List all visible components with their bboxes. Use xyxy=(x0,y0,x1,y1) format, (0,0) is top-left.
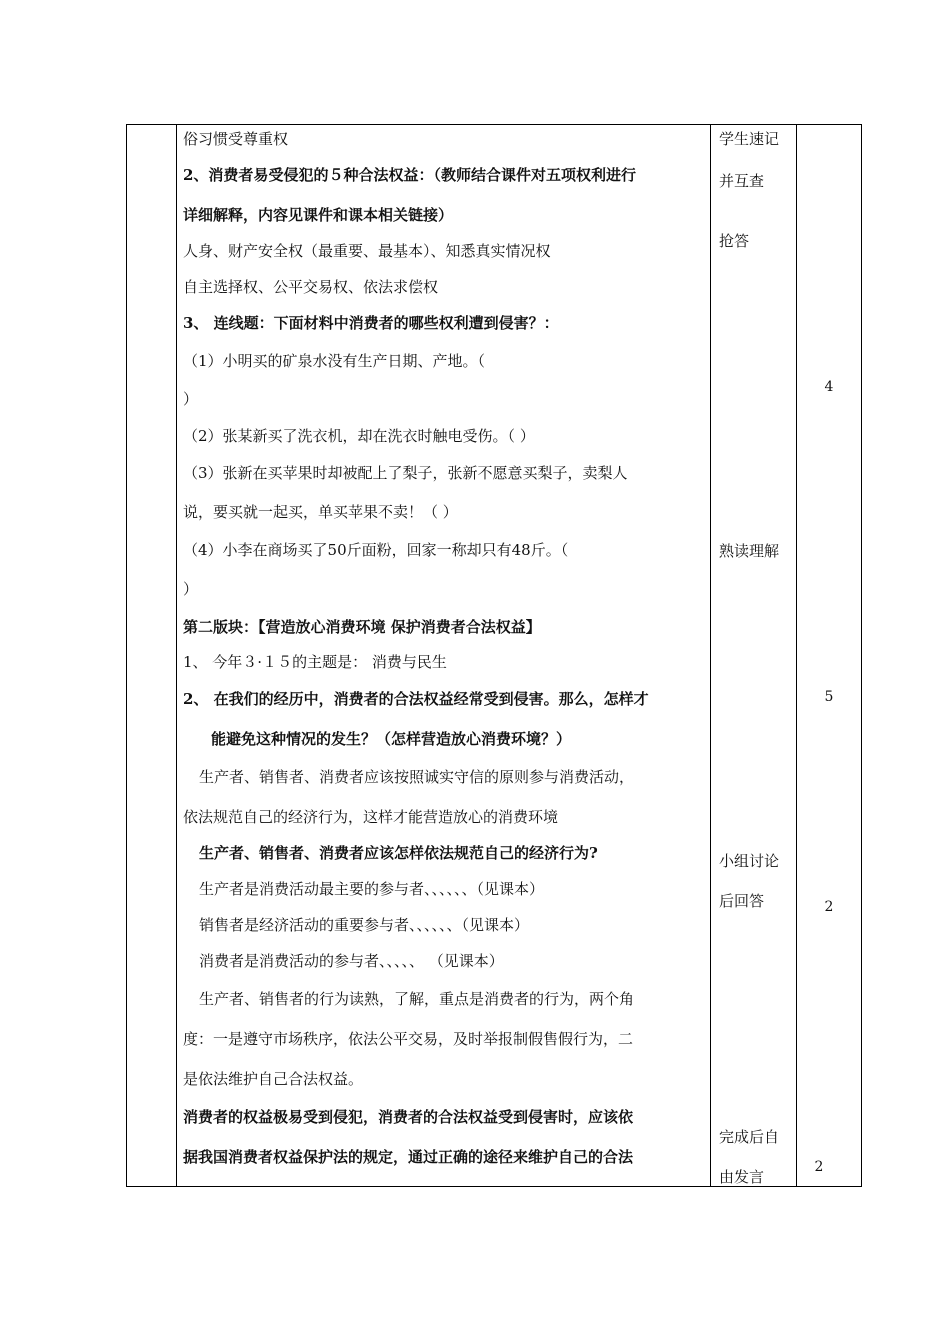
activity-text: 熟读理解 xyxy=(719,542,780,560)
content-line: （3）张新在买苹果时却被配上了梨子，张新不愿意买梨子，卖梨人 xyxy=(183,464,628,482)
content-line: 能避免这种情况的发生？（怎样营造放心消费环境？） xyxy=(211,730,572,748)
table-column-divider xyxy=(710,125,711,1186)
content-line: 依法规范自己的经济行为，这样才能营造放心的消费环境 xyxy=(183,808,559,826)
content-line: 生产者是消费活动最主要的参与者、、、、、、（见课本） xyxy=(199,880,545,898)
content-line: 生产者、销售者的行为读熟，了解，重点是消费者的行为，两个角 xyxy=(199,990,635,1008)
content-line: 说，要买就一起买，单买苹果不卖！（ ） xyxy=(183,503,458,521)
content-line: 1、 今年３·１５的主题是： 消费与民生 xyxy=(183,653,447,671)
content-line: （2）张某新买了洗衣机，却在洗衣时触电受伤。（ ） xyxy=(183,427,535,445)
content-line: 消费者是消费活动的参与者、、、、、 （见课本） xyxy=(199,952,504,970)
activity-text: 抢答 xyxy=(719,232,750,250)
time-value: 4 xyxy=(824,379,834,395)
content-line: 是依法维护自己合法权益。 xyxy=(183,1070,364,1088)
content-line: （4）小李在商场买了50斤面粉，回家一称却只有48斤。（ xyxy=(183,541,569,559)
content-line: 第二版块：【营造放心消费环境 保护消费者合法权益】 xyxy=(183,618,541,636)
content-line: 2、 在我们的经历中，消费者的合法权益经常受到侵害。那么，怎样才 xyxy=(183,690,649,708)
table-column-divider xyxy=(176,125,177,1186)
activity-text: 小组讨论 xyxy=(719,852,780,870)
content-line: 3、 连线题：下面材料中消费者的哪些权利遭到侵害？： xyxy=(183,314,559,332)
content-line: 人身、财产安全权（最重要、最基本）、知悉真实情况权 xyxy=(183,242,551,260)
time-value: 2 xyxy=(824,899,834,915)
content-line: ） xyxy=(183,580,199,598)
content-line: 据我国消费者权益保护法的规定，通过正确的途径来维护自己的合法 xyxy=(183,1148,634,1166)
lesson-table xyxy=(126,124,862,1187)
content-line: （1）小明买的矿泉水没有生产日期、产地。（ xyxy=(183,352,486,370)
activity-text: 完成后自 xyxy=(719,1128,780,1146)
content-line: 自主选择权、公平交易权、依法求偿权 xyxy=(183,278,439,296)
content-line: 生产者、销售者、消费者应该按照诚实守信的原则参与消费活动， xyxy=(199,768,635,786)
content-line: 详细解释，内容见课件和课本相关链接） xyxy=(183,206,454,224)
content-line: 销售者是经济活动的重要参与者、、、、、、（见课本） xyxy=(199,916,530,934)
content-line: 2、消费者易受侵犯的５种合法权益：（教师结合课件对五项权利进行 xyxy=(183,166,636,184)
content-line: 度：一是遵守市场秩序，依法公平交易，及时举报制假售假行为，二 xyxy=(183,1030,634,1048)
time-value: 2 xyxy=(814,1159,824,1175)
content-line: 生产者、销售者、消费者应该怎样依法规范自己的经济行为? xyxy=(199,844,598,862)
activity-text: 学生速记 xyxy=(719,130,780,148)
content-line: 消费者的权益极易受到侵犯，消费者的合法权益受到侵害时，应该依 xyxy=(183,1108,634,1126)
content-line: 俗习惯受尊重权 xyxy=(183,130,289,148)
table-column-divider xyxy=(796,125,797,1186)
time-value: 5 xyxy=(824,689,834,705)
activity-text: 并互查 xyxy=(719,172,765,190)
activity-text: 由发言 xyxy=(719,1168,765,1186)
content-line: ） xyxy=(183,390,199,408)
activity-text: 后回答 xyxy=(719,892,765,910)
